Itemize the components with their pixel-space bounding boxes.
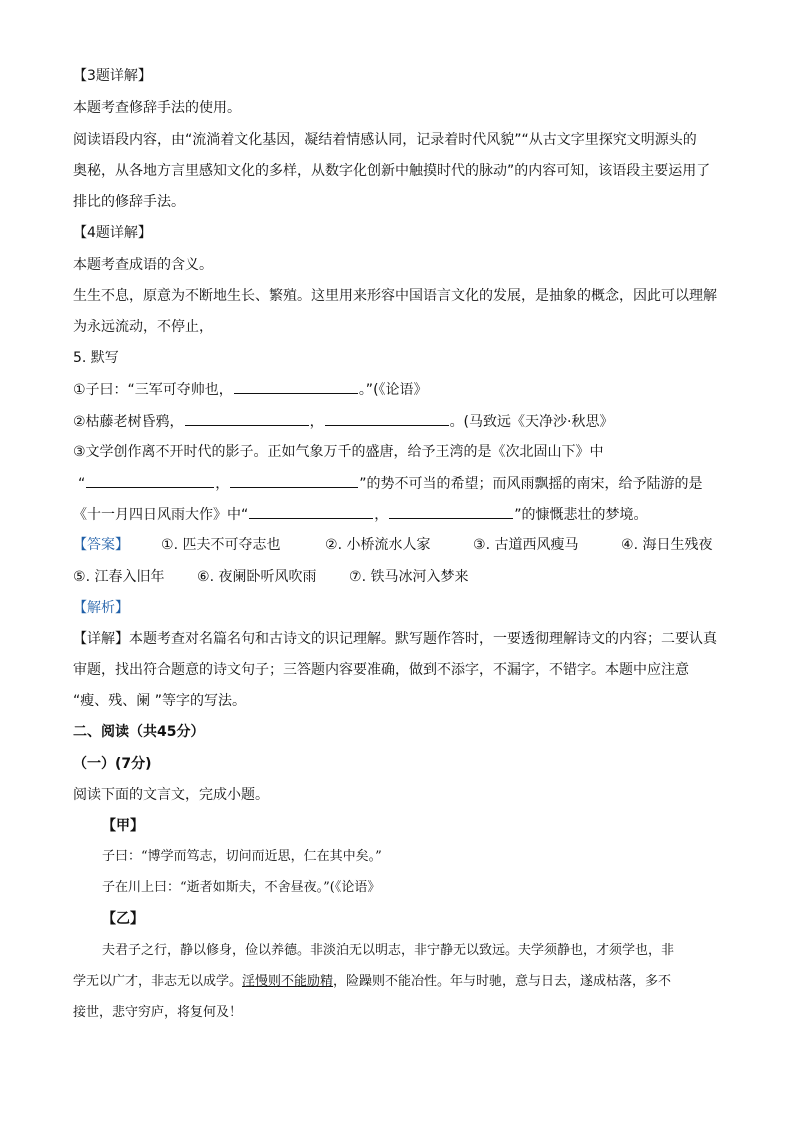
answer-blank [389, 504, 513, 519]
passage-yi-line-3: 接世，悲守穷庐，将复何及！ [73, 1005, 243, 1020]
answer-text: . 匹夫不可夺志也 [173, 537, 281, 553]
passage-jia-label: 【甲】 [102, 818, 144, 834]
answer-item [197, 567, 316, 587]
answer-item [473, 535, 578, 555]
answer-number: ⑤ [73, 569, 86, 585]
answer-blank [86, 473, 214, 488]
answer-label: 【答案】 [73, 537, 129, 553]
answer-number: ⑦ [349, 569, 362, 585]
passage-jia-line-1: 子曰：“博学而笃志，切问而近思，仁在其中矣。” [102, 849, 382, 864]
q5-title: 5. 默写 [73, 350, 119, 366]
comma: ， [374, 507, 389, 523]
answer-number: ① [161, 537, 174, 553]
answer-row-1 [73, 535, 753, 555]
q3-line-4: 排比的修辞手法。 [73, 194, 185, 210]
q5-item-1-text-b: 。”(《论语》 [358, 382, 428, 398]
q4-line-3: 为永远流动，不停止， [73, 319, 213, 335]
answer-number: ④ [621, 537, 634, 553]
comma: ， [215, 476, 230, 492]
detail-label: 【详解】 [73, 631, 129, 647]
q5-item-1 [73, 379, 428, 400]
q5-item-3-line-3-c: ”的慷慨悲壮的梦境。 [514, 507, 648, 523]
open-quote: “ [78, 476, 86, 492]
answer-number: ⑥ [197, 569, 210, 585]
q3-line-3: 奥秘，从各地方言里感知文化的多样，从数字化创新中触摸时代的脉动”的内容可知，该语段主要运用了 [73, 163, 711, 179]
q3-header: 【3题详解】 [73, 68, 152, 84]
q5-item-2-text-a: ②枯藤老树昏鸦， [73, 414, 184, 430]
answer-number: ② [325, 537, 338, 553]
answer-item [73, 569, 164, 585]
answer-blank [325, 411, 449, 426]
passage-yi-label: 【乙】 [102, 911, 144, 927]
answer-item [325, 535, 430, 555]
answer-item [349, 567, 468, 587]
q4-line-1: 本题考查成语的含义。 [73, 257, 213, 273]
detail-line-3: “瘦、残、阑 ”等字的写法。 [73, 693, 246, 709]
q3-line-1: 本题考查修辞手法的使用。 [73, 100, 241, 116]
section-title: 二、阅读（共45分） [73, 724, 205, 740]
q4-line-2: 生生不息，原意为不断地生长、繁殖。这里用来形容中国语言文化的发展，是抽象的概念，因此可以理解 [73, 288, 717, 304]
underlined-sentence: 淫慢则不能励精 [242, 974, 334, 989]
answer-row-2 [73, 567, 753, 587]
q3-line-2: 阅读语段内容，由“流淌着文化基因，凝结着情感认同，记录着时代风貌”“从古文字里探究文明源头的 [73, 132, 697, 148]
passage-text: 学无以广才，非志无以成学。 [73, 974, 243, 989]
answer-blank [249, 504, 373, 519]
detail-line-1 [73, 629, 717, 649]
q5-item-2-text-b: ， [309, 414, 324, 430]
section-subtitle: （一）(7分) [73, 756, 152, 772]
passage-text: ，险躁则不能冶性。年与时驰，意与日去，遂成枯落，多不 [333, 974, 672, 989]
q5-item-3-line-2 [78, 473, 703, 494]
answer-text: . 夜阑卧听风吹雨 [209, 569, 317, 585]
q5-item-3-line-1: ③文学创作离不开时代的影子。正如气象万千的盛唐，给予王湾的是《次北固山下》中 [73, 444, 604, 460]
detail-text: 本题考查对名篇名句和古诗文的识记理解。默写题作答时，一要透彻理解诗文的内容；二要认真 [129, 631, 717, 647]
q4-header: 【4题详解】 [73, 225, 152, 241]
q5-item-2-text-c: 。(马致远《天净沙·秋思》 [449, 414, 614, 430]
answer-text: . 古道西风瘦马 [485, 537, 579, 553]
q5-item-3-line-3-a: 《十一月四日风雨大作》中“ [73, 507, 249, 523]
answer-item [161, 535, 280, 555]
answer-blank [230, 473, 358, 488]
answer-text: . 小桥流水人家 [337, 537, 431, 553]
detail-line-2: 审题，找出符合题意的诗文句子；三答题内容要准确，做到不添字，不漏字，不错字。本题中应注意 [73, 662, 689, 678]
reading-instructions: 阅读下面的文言文，完成小题。 [73, 787, 269, 803]
analysis-label: 【解析】 [73, 600, 129, 616]
q5-item-3-line-2-end: ”的势不可当的希望；而风雨飘摇的南宋，给予陆游的是 [359, 476, 703, 492]
q5-item-1-text-a: ①子曰：“三军可夺帅也， [73, 382, 233, 398]
answer-blank [185, 411, 309, 426]
q5-item-2 [73, 411, 613, 432]
passage-yi-line-1: 夫君子之行，静以修身，俭以养德。非淡泊无以明志，非宁静无以致远。夫学须静也，才须学也，非 [102, 943, 675, 958]
passage-yi-line-2 [73, 972, 671, 992]
answer-item [621, 535, 712, 555]
answer-text: . 海日生残夜 [633, 537, 713, 553]
answer-number: ③ [473, 537, 486, 553]
answer-text: . 铁马冰河入梦来 [361, 569, 469, 585]
answer-text: . 江春入旧年 [85, 569, 165, 585]
q5-item-3-line-3 [73, 504, 648, 525]
passage-jia-line-2: 子在川上曰：“逝者如斯夫，不舍昼夜。”(《论语》 [102, 880, 381, 895]
answer-blank [234, 379, 358, 394]
